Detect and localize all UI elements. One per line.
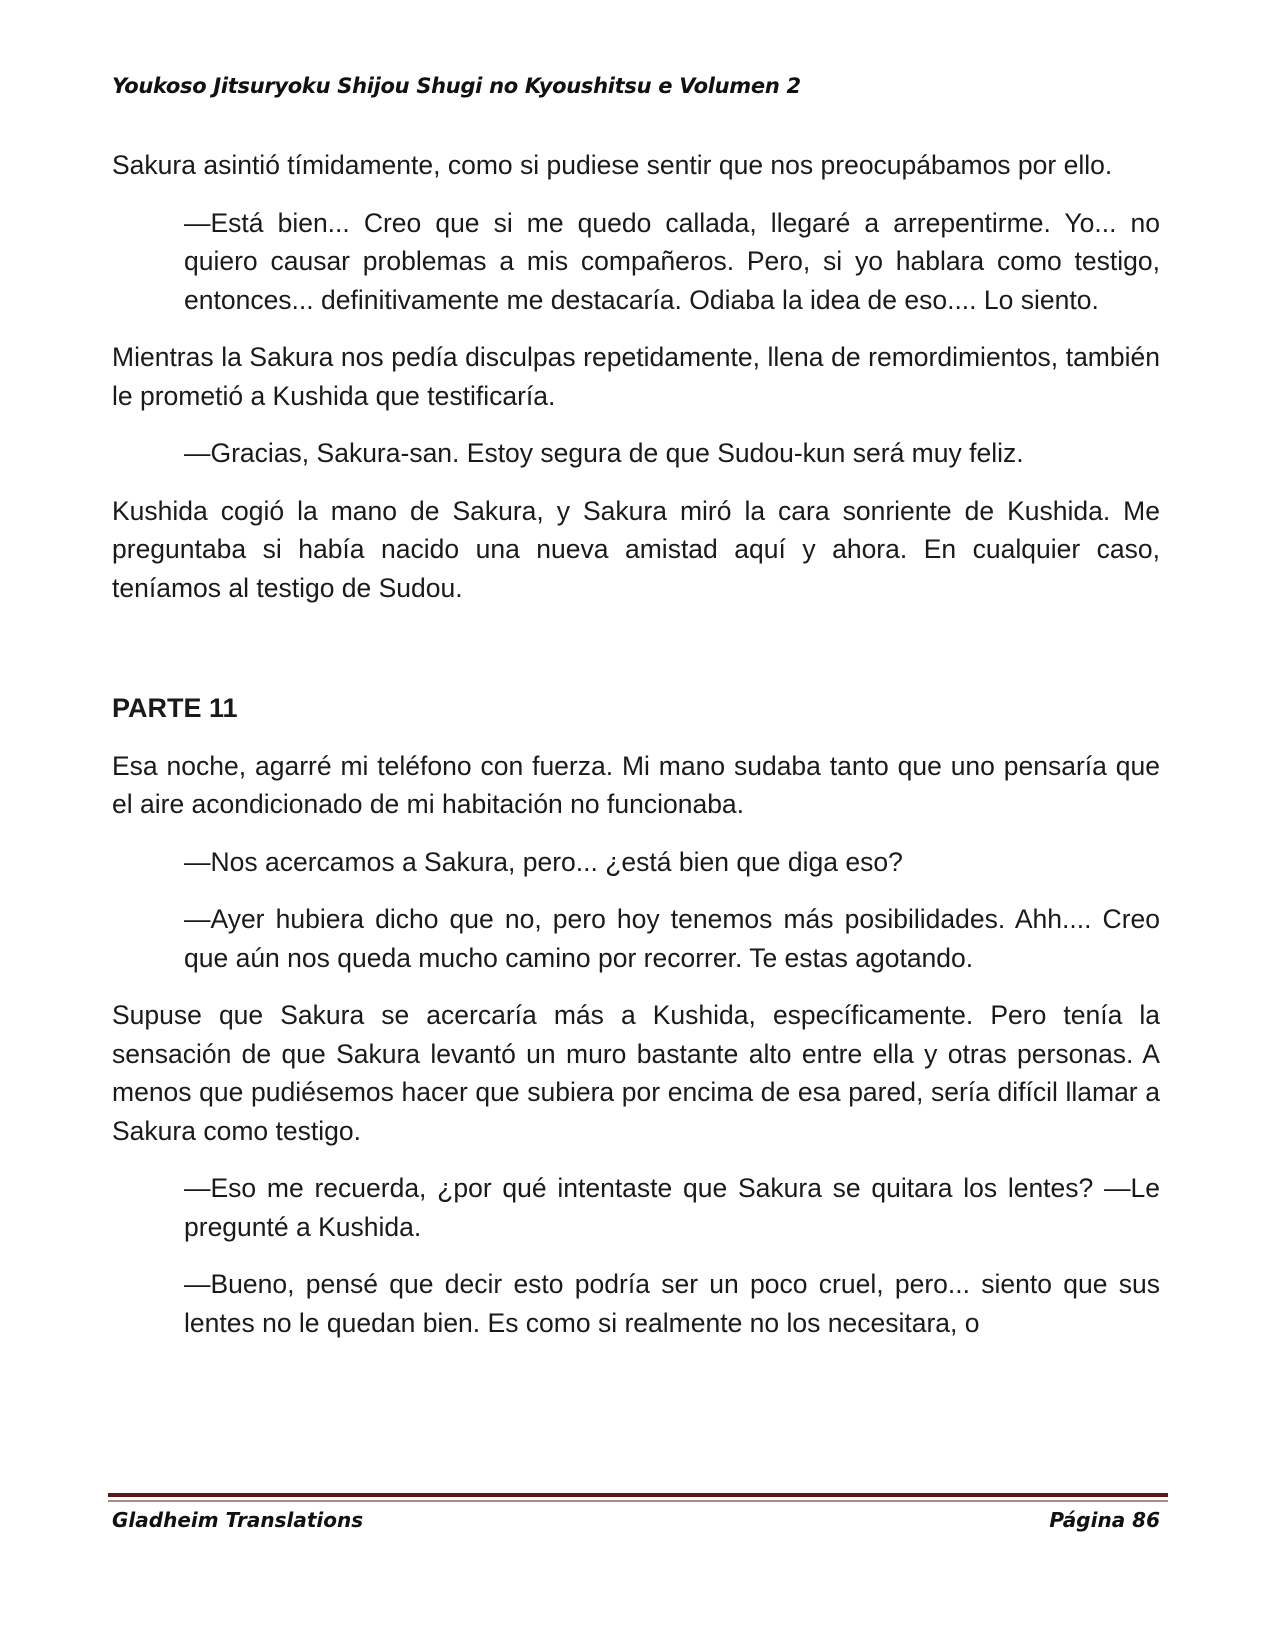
paragraph: Supuse que Sakura se acercaría más a Kushida, específicamente. Pero tenía la sensación de que Sakura levantó un muro bastante alto entre ella y otras personas. A menos que pudiésemos hacer que subiera por encima de esa pared, sería difícil llamar a Sakura como testigo. — [112, 1000, 1160, 1146]
page-number: Página 86 — [1049, 1508, 1160, 1532]
dialogue-paragraph: —Gracias, Sakura-san. Estoy segura de que Sudou-kun será muy feliz. — [184, 438, 1024, 468]
dialogue-paragraph: —Bueno, pensé que decir esto podría ser un poco cruel, pero... siento que sus lentes no le quedan bien. Es como si realmente no los necesitara, o — [184, 1269, 1160, 1338]
footer-divider — [108, 1493, 1168, 1497]
footer-divider-thin — [108, 1500, 1168, 1502]
dialogue-paragraph: —Está bien... Creo que si me quedo callada, llegaré a arrepentirme. Yo... no quiero causar problemas a mis compañeros. Pero, si yo hablara como testigo, entonces... definitivamente me destacaría. Odiaba la idea de eso.... Lo siento. — [184, 207, 1160, 315]
dialogue-paragraph: —Eso me recuerda, ¿por qué intentaste que Sakura se quitara los lentes? —Le pregunté a Kushida. — [184, 1173, 1160, 1242]
page-body — [112, 146, 1160, 1361]
paragraph: Sakura asintió tímidamente, como si pudiese sentir que nos preocupábamos por ello. — [112, 150, 1113, 180]
paragraph: Kushida cogió la mano de Sakura, y Sakura miró la cara sonriente de Kushida. Me preguntaba si había nacido una nueva amistad aquí y ahora. En cualquier caso, teníamos al testigo de Sudou. — [112, 495, 1160, 603]
section-heading: PARTE 11 — [112, 693, 238, 723]
running-header: Youkoso Jitsuryoku Shijou Shugi no Kyoushitsu e Volumen 2 — [112, 74, 801, 98]
dialogue-paragraph: —Nos acercamos a Sakura, pero... ¿está bien que diga eso? — [184, 846, 903, 877]
paragraph: Esa noche, agarré mi teléfono con fuerza. Mi mano sudaba tanto que uno pensaría que el aire acondicionado de mi habitación no funcionaba. — [112, 750, 1160, 819]
paragraph: Mientras la Sakura nos pedía disculpas repetidamente, llena de remordimientos, también le prometió a Kushida que testificaría. — [112, 342, 1160, 411]
dialogue-paragraph: —Ayer hubiera dicho que no, pero hoy tenemos más posibilidades. Ahh.... Creo que aún nos queda mucho camino por recorrer. Te estas agotando. — [184, 904, 1160, 973]
footer-publisher: Gladheim Translations — [112, 1508, 364, 1532]
